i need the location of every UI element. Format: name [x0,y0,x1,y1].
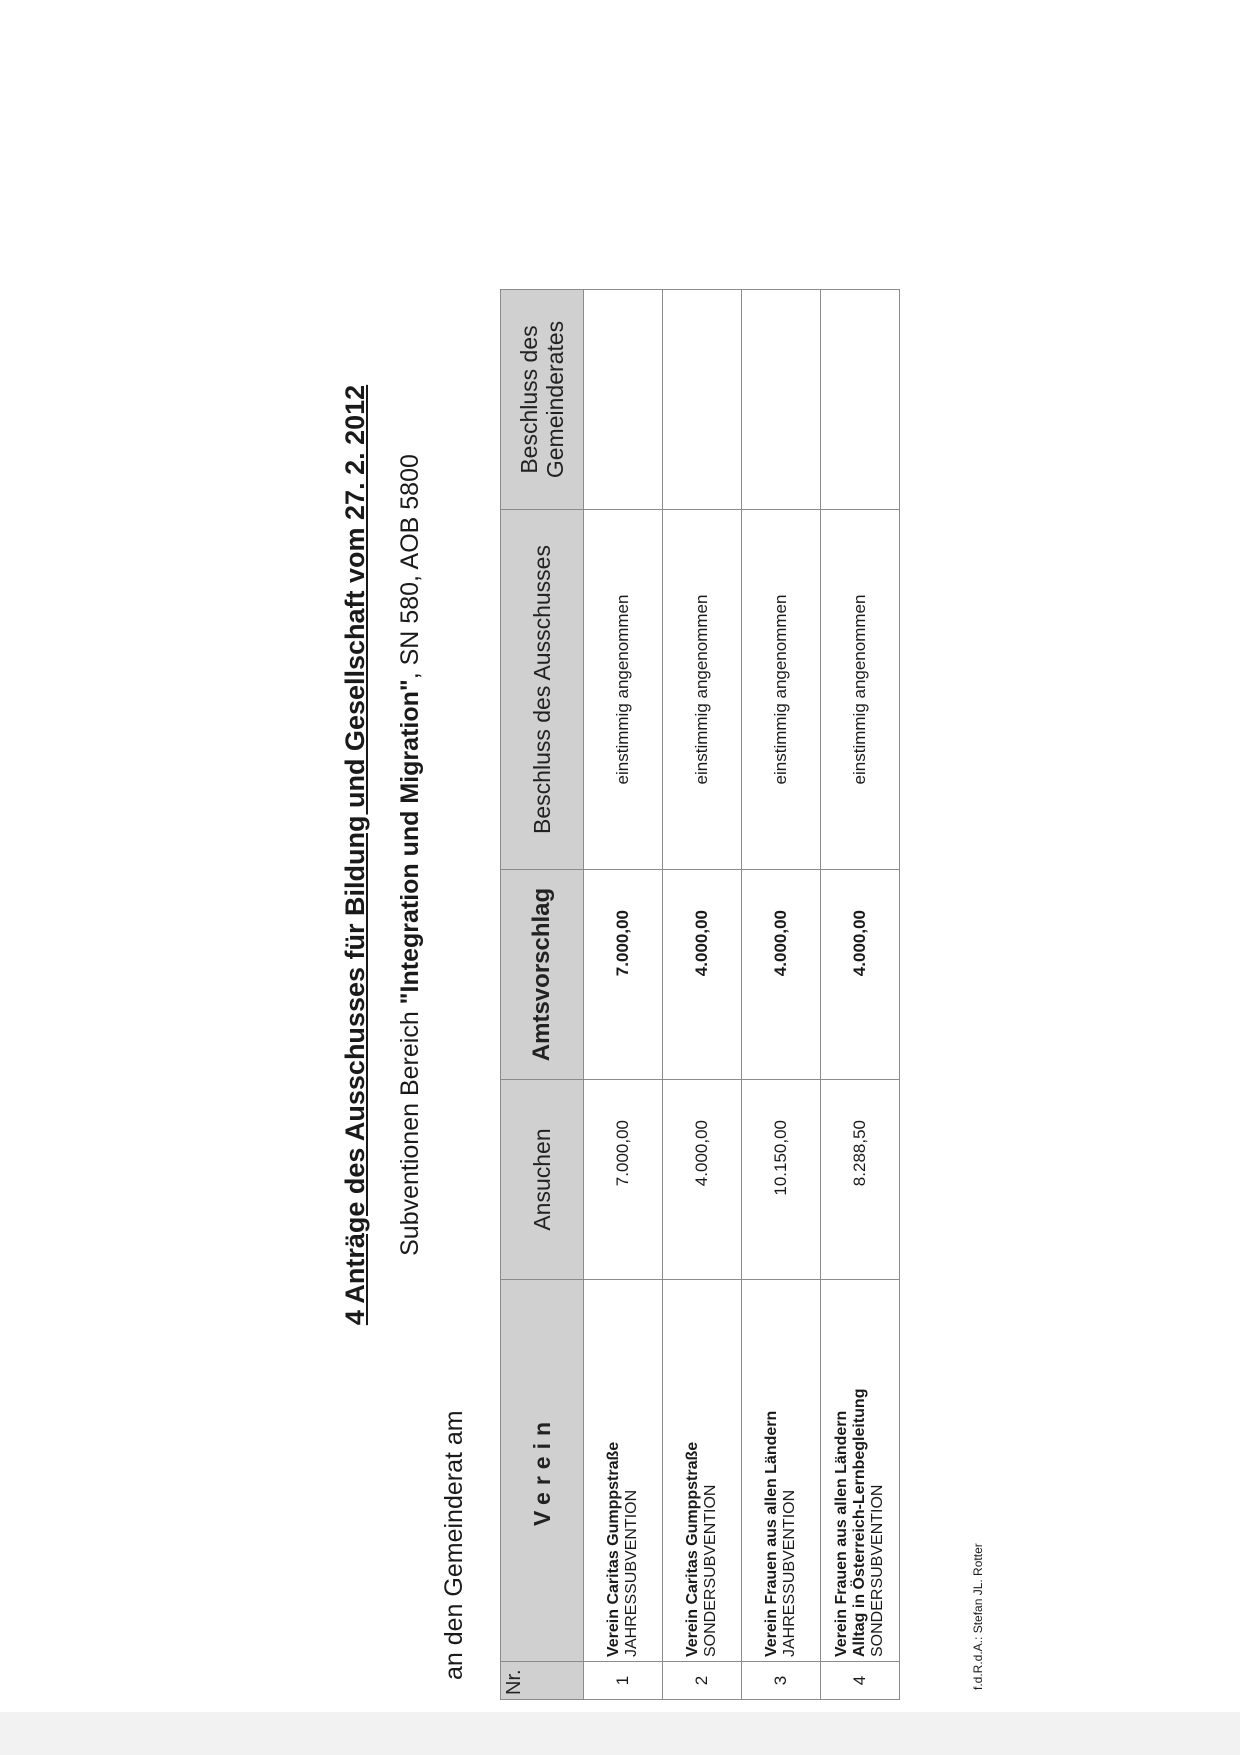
table-row [663,290,742,1700]
verein-name: Verein Frauen aus allen Ländern [833,1410,850,1657]
row-beschluss-gemeinderat [584,290,663,510]
header-beschluss-ausschuss: Beschluss des Ausschusses [501,510,584,870]
header-nr: Nr. [501,1662,584,1700]
subtitle-suffix: , SN 580, AOB 5800 [396,454,424,680]
row-amtsvorschlag: 4.000,00 [821,870,900,1080]
row-nr: 4 [821,1662,900,1700]
subtitle-prefix: Subventionen Bereich [396,1004,424,1256]
row-amtsvorschlag: 4.000,00 [663,870,742,1080]
header-beschluss-gr-line1: Beschluss des [516,325,542,474]
row-ansuchen: 10.150,00 [742,1080,821,1280]
row-amtsvorschlag: 7.000,00 [584,870,663,1080]
row-amtsvorschlag: 4.000,00 [742,870,821,1080]
verein-name: Verein Caritas Gumppstraße [684,1441,701,1657]
rotated-sheet [340,190,985,1695]
subsidy-table [500,289,900,1700]
row-nr: 3 [742,1662,821,1700]
table-row [821,290,900,1700]
scan-bottom-band [0,1712,1240,1755]
row-verein [584,1280,663,1662]
verein-name: Verein Caritas Gumppstraße [605,1441,622,1657]
row-verein [742,1280,821,1662]
row-verein [821,1280,900,1662]
row-beschluss-gemeinderat [663,290,742,510]
header-beschluss-gr-line2: Gemeinderates [542,320,568,479]
subsidy-type: SONDERSUBVENTION [869,1484,886,1657]
row-beschluss-ausschuss: einstimmig angenommen [821,510,900,870]
row-nr: 2 [663,1662,742,1700]
recipient-line: an den Gemeinderat am [440,1410,468,1680]
footnote: f.d.R.d.A.: Stefan JL. Rotter [971,1543,985,1690]
table-header-row [501,290,584,1700]
header-amtsvorschlag: Amtsvorschlag [501,870,584,1080]
row-verein [663,1280,742,1662]
row-beschluss-gemeinderat [742,290,821,510]
row-ansuchen: 4.000,00 [663,1080,742,1280]
header-beschluss-gemeinderat [501,290,584,510]
verein-name: Verein Frauen aus allen Ländern [763,1410,780,1657]
row-beschluss-ausschuss: einstimmig angenommen [742,510,821,870]
header-verein: Verein [501,1280,584,1662]
row-beschluss-ausschuss: einstimmig angenommen [663,510,742,870]
header-ansuchen: Ansuchen [501,1080,584,1280]
subsidy-type: JAHRESSUBVENTION [623,1489,640,1657]
row-beschluss-ausschuss: einstimmig angenommen [584,510,663,870]
row-ansuchen: 7.000,00 [584,1080,663,1280]
row-nr: 1 [584,1662,663,1700]
subsidy-type: JAHRESSUBVENTION [781,1489,798,1657]
row-beschluss-gemeinderat [821,290,900,510]
subsidy-type: SONDERSUBVENTION [702,1484,719,1657]
subtitle-area: "Integration und Migration" [396,679,424,1005]
document-title: 4 Anträge des Ausschusses für Bildung und Gesellschaft vom 27. 2. 2012 [340,384,370,1326]
table-row [584,290,663,1700]
table-row [742,290,821,1700]
row-ansuchen: 8.288,50 [821,1080,900,1280]
document-subtitle [396,190,425,1520]
verein-name-line2: Alltag in Österreich-Lernbegleitung [851,1388,868,1657]
